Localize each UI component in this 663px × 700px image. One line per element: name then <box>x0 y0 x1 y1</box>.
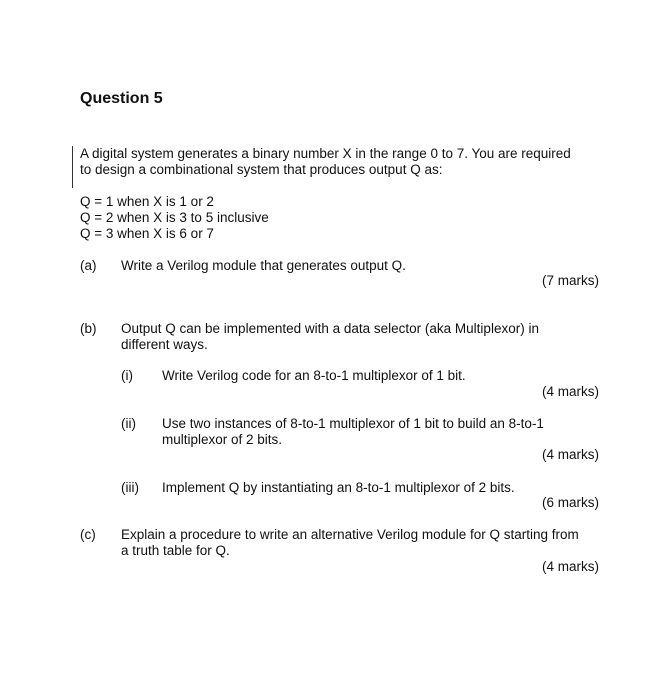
part-b-iii-label: (iii) <box>121 480 139 495</box>
part-b-i-label: (i) <box>121 368 133 383</box>
part-b-ii-text-line-2: multiplexor of 2 bits. <box>162 432 283 447</box>
part-c-label: (c) <box>80 527 96 542</box>
rule-line-1: Q = 1 when X is 1 or 2 <box>80 194 214 209</box>
rule-line-2: Q = 2 when X is 3 to 5 inclusive <box>80 210 269 225</box>
part-a-marks: (7 marks) <box>542 273 599 288</box>
part-c-marks: (4 marks) <box>542 559 599 574</box>
part-b-label: (b) <box>80 321 97 336</box>
question-title: Question 5 <box>80 90 163 107</box>
part-b-text-line-1: Output Q can be implemented with a data selector (aka Multiplexor) in <box>121 321 539 336</box>
part-a-label: (a) <box>80 258 97 273</box>
intro-line-2: to design a combinational system that produces output Q as: <box>80 162 443 177</box>
intro-line-1: A digital system generates a binary number X in the range 0 to 7. You are required <box>80 146 571 161</box>
part-b-i-text: Write Verilog code for an 8-to-1 multiplexor of 1 bit. <box>162 368 466 383</box>
rule-line-3: Q = 3 when X is 6 or 7 <box>80 226 214 241</box>
part-b-ii-label: (ii) <box>121 416 136 431</box>
part-a-text: Write a Verilog module that generates output Q. <box>121 258 406 273</box>
part-b-iii-text: Implement Q by instantiating an 8-to-1 multiplexor of 2 bits. <box>162 480 515 495</box>
part-c-text-line-2: a truth table for Q. <box>121 543 230 558</box>
part-b-iii-marks: (6 marks) <box>542 495 599 510</box>
part-b-ii-text-line-1: Use two instances of 8-to-1 multiplexor of 1 bit to build an 8-to-1 <box>162 416 544 431</box>
part-c-text-line-1: Explain a procedure to write an alternative Verilog module for Q starting from <box>121 527 579 542</box>
part-b-ii-marks: (4 marks) <box>542 447 599 462</box>
part-b-i-marks: (4 marks) <box>542 384 599 399</box>
text-cursor-bar <box>72 146 73 188</box>
part-b-text-line-2: different ways. <box>121 337 208 352</box>
